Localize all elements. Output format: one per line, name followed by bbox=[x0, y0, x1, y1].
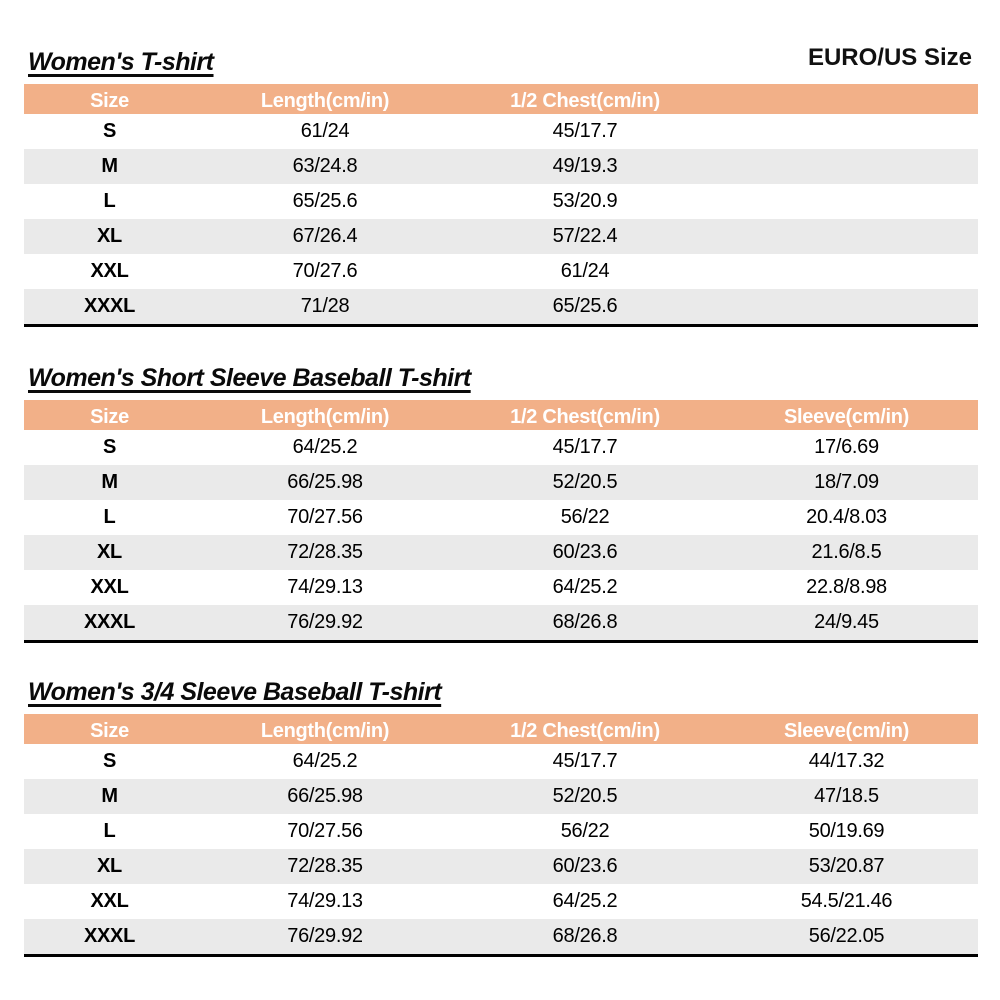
table-title: Women's Short Sleeve Baseball T-shirt bbox=[28, 364, 471, 392]
value-cell: 21.6/8.5 bbox=[811, 541, 882, 563]
size-cell: XXXL bbox=[83, 611, 136, 633]
size-table-section bbox=[24, 677, 978, 957]
value-cell: 50/19.69 bbox=[808, 820, 885, 842]
table-row bbox=[24, 289, 978, 324]
column-header: Size bbox=[90, 406, 129, 428]
column-header: 1/2 Chest(cm/in) bbox=[510, 90, 660, 112]
value-cell: 65/25.6 bbox=[552, 295, 618, 317]
value-cell: 54.5/21.46 bbox=[800, 890, 893, 912]
table-row bbox=[24, 184, 978, 219]
value-cell: 71/28 bbox=[300, 295, 350, 317]
table-row bbox=[24, 465, 978, 500]
value-cell: 72/28.35 bbox=[287, 855, 363, 877]
value-cell: 64/25.2 bbox=[292, 750, 358, 772]
value-cell: 44/17.32 bbox=[808, 750, 885, 772]
value-cell: 45/17.7 bbox=[552, 750, 618, 772]
value-cell: 47/18.5 bbox=[814, 785, 879, 807]
value-cell bbox=[715, 254, 978, 289]
table-row bbox=[24, 430, 978, 465]
size-cell: XXL bbox=[90, 890, 129, 912]
value-cell: 52/20.5 bbox=[552, 785, 618, 807]
table-row bbox=[24, 744, 978, 779]
value-cell: 60/23.6 bbox=[552, 541, 618, 563]
column-header bbox=[715, 84, 978, 114]
value-cell: 76/29.92 bbox=[287, 611, 363, 633]
value-cell: 53/20.87 bbox=[808, 855, 885, 877]
value-cell: 65/25.6 bbox=[292, 190, 358, 212]
size-table-section bbox=[24, 363, 978, 643]
size-table-section bbox=[24, 47, 978, 327]
size-cell: L bbox=[103, 190, 116, 212]
column-header: Length(cm/in) bbox=[260, 90, 390, 112]
table-row bbox=[24, 500, 978, 535]
size-cell: XL bbox=[97, 541, 122, 563]
value-cell: 56/22 bbox=[560, 506, 610, 528]
size-cell: L bbox=[103, 820, 116, 842]
table-title: Women's T-shirt bbox=[28, 48, 214, 76]
size-standard-label: EURO/US Size bbox=[807, 44, 972, 71]
column-header: 1/2 Chest(cm/in) bbox=[510, 720, 660, 742]
column-header: Size bbox=[90, 720, 129, 742]
value-cell: 68/26.8 bbox=[552, 925, 618, 947]
value-cell: 70/27.56 bbox=[287, 820, 363, 842]
size-cell: XXXL bbox=[83, 295, 136, 317]
column-header: 1/2 Chest(cm/in) bbox=[510, 406, 660, 428]
size-cell: XL bbox=[97, 225, 122, 247]
column-header: Sleeve(cm/in) bbox=[783, 406, 910, 428]
value-cell: 63/24.8 bbox=[292, 155, 358, 177]
table-row bbox=[24, 849, 978, 884]
table-header-row bbox=[24, 400, 978, 430]
value-cell: 74/29.13 bbox=[287, 890, 363, 912]
value-cell: 17/6.69 bbox=[814, 436, 879, 458]
value-cell bbox=[715, 149, 978, 184]
value-cell: 74/29.13 bbox=[287, 576, 363, 598]
value-cell: 66/25.98 bbox=[287, 471, 363, 493]
table-row bbox=[24, 535, 978, 570]
size-table bbox=[24, 714, 978, 957]
value-cell: 64/25.2 bbox=[552, 890, 618, 912]
value-cell: 22.8/8.98 bbox=[806, 576, 887, 598]
table-row bbox=[24, 884, 978, 919]
table-title: Women's 3/4 Sleeve Baseball T-shirt bbox=[28, 678, 442, 706]
value-cell bbox=[715, 219, 978, 254]
size-cell: M bbox=[101, 155, 118, 177]
size-cell: XXXL bbox=[83, 925, 136, 947]
value-cell: 76/29.92 bbox=[287, 925, 363, 947]
value-cell: 70/27.6 bbox=[292, 260, 358, 282]
value-cell: 24/9.45 bbox=[814, 611, 879, 633]
size-cell: XL bbox=[97, 855, 122, 877]
column-header: Length(cm/in) bbox=[260, 406, 390, 428]
value-cell: 60/23.6 bbox=[552, 855, 618, 877]
size-cell: S bbox=[102, 750, 117, 772]
table-row bbox=[24, 254, 978, 289]
table-row bbox=[24, 219, 978, 254]
size-cell: L bbox=[103, 506, 116, 528]
column-header: Sleeve(cm/in) bbox=[783, 720, 910, 742]
table-row bbox=[24, 149, 978, 184]
value-cell: 45/17.7 bbox=[552, 120, 618, 142]
table-row bbox=[24, 605, 978, 640]
table-row bbox=[24, 919, 978, 954]
value-cell: 64/25.2 bbox=[292, 436, 358, 458]
value-cell: 52/20.5 bbox=[552, 471, 618, 493]
size-table bbox=[24, 400, 978, 643]
size-cell: XXL bbox=[90, 576, 129, 598]
value-cell: 64/25.2 bbox=[552, 576, 618, 598]
value-cell bbox=[715, 184, 978, 219]
table-row bbox=[24, 570, 978, 605]
size-cell: S bbox=[102, 120, 117, 142]
size-cell: M bbox=[101, 785, 118, 807]
value-cell: 49/19.3 bbox=[552, 155, 618, 177]
column-header: Size bbox=[90, 90, 129, 112]
table-header-row bbox=[24, 84, 978, 114]
size-cell: S bbox=[102, 436, 117, 458]
value-cell: 56/22 bbox=[560, 820, 610, 842]
value-cell: 45/17.7 bbox=[552, 436, 618, 458]
value-cell: 68/26.8 bbox=[552, 611, 618, 633]
value-cell: 53/20.9 bbox=[552, 190, 618, 212]
table-header-row bbox=[24, 714, 978, 744]
value-cell: 61/24 bbox=[300, 120, 350, 142]
size-cell: XXL bbox=[90, 260, 129, 282]
table-row bbox=[24, 779, 978, 814]
value-cell: 57/22.4 bbox=[552, 225, 618, 247]
table-row bbox=[24, 114, 978, 149]
value-cell bbox=[715, 114, 978, 149]
tables-container bbox=[24, 47, 978, 957]
value-cell: 66/25.98 bbox=[287, 785, 363, 807]
value-cell: 61/24 bbox=[560, 260, 610, 282]
column-header: Length(cm/in) bbox=[260, 720, 390, 742]
value-cell: 20.4/8.03 bbox=[806, 506, 887, 528]
value-cell: 72/28.35 bbox=[287, 541, 363, 563]
value-cell: 70/27.56 bbox=[287, 506, 363, 528]
size-cell: M bbox=[101, 471, 118, 493]
value-cell: 18/7.09 bbox=[814, 471, 879, 493]
value-cell: 67/26.4 bbox=[292, 225, 358, 247]
value-cell: 56/22.05 bbox=[808, 925, 885, 947]
value-cell bbox=[715, 289, 978, 324]
table-row bbox=[24, 814, 978, 849]
size-table bbox=[24, 84, 978, 327]
